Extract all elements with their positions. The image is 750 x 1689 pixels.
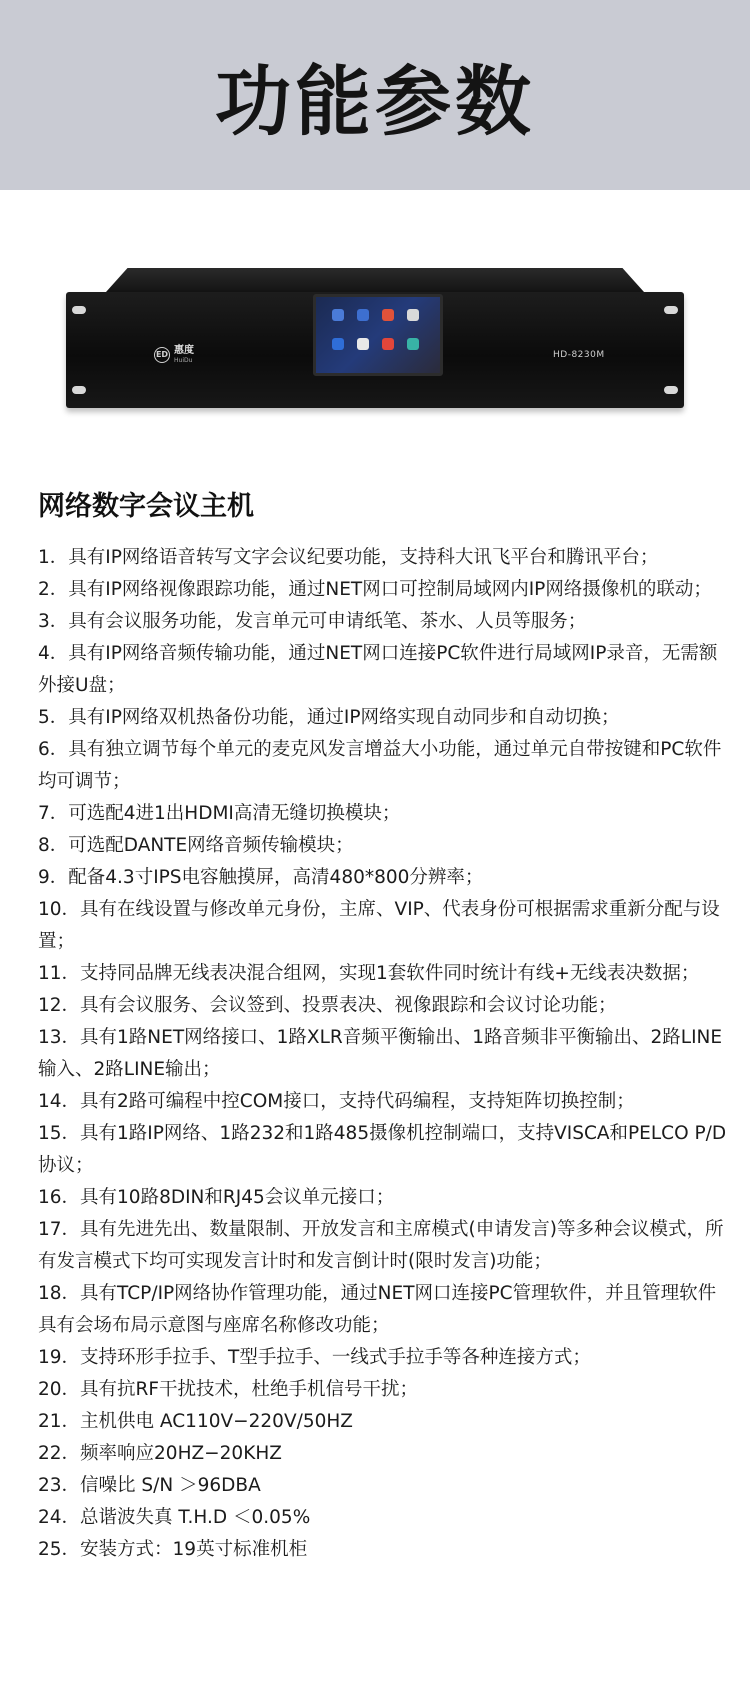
spec-item: 5．具有IP网络双机热备份功能，通过IP网络实现自动同步和自动切换； bbox=[38, 707, 620, 728]
model-number: HD-8230M bbox=[553, 350, 605, 360]
page-title: 功能参数 bbox=[215, 56, 535, 146]
spec-item: 11．支持同品牌无线表决混合组网，实现1套软件同时统计有线+无线表决数据； bbox=[38, 963, 700, 984]
brand-logo bbox=[154, 346, 194, 364]
spec-item: 6．具有独立调节每个单元的麦克风发言增益大小功能，通过单元自带按键和PC软件均可调节； bbox=[38, 739, 722, 792]
screen-app-icon bbox=[382, 338, 394, 350]
spec-item: 8．可选配DANTE网络音频传输模块； bbox=[38, 835, 354, 856]
section-title: 网络数字会议主机 bbox=[38, 491, 254, 522]
screen-app-grid bbox=[330, 309, 420, 361]
spec-item: 13．具有1路NET网络接口、1路XLR音频平衡输出、1路音频非平衡输出、2路LINE输入、2路LINE输出； bbox=[38, 1027, 723, 1080]
page-header bbox=[0, 0, 750, 190]
screen-app-icon bbox=[332, 309, 344, 321]
spec-item: 1．具有IP网络语音转写文字会议纪要功能，支持科大讯飞平台和腾讯平台； bbox=[38, 547, 659, 568]
screen-app-icon bbox=[407, 309, 419, 321]
spec-list bbox=[38, 542, 728, 1566]
screen-app-icon bbox=[382, 309, 394, 321]
spec-item: 19．支持环形手拉手、T型手拉手、一线式手拉手等各种连接方式； bbox=[38, 1347, 591, 1368]
rack-ear-hole bbox=[72, 306, 86, 314]
spec-item: 21．主机供电 AC110V−220V/50HZ bbox=[38, 1411, 353, 1432]
spec-item: 12．具有会议服务、会议签到、投票表决、视像跟踪和会议讨论功能； bbox=[38, 995, 617, 1016]
device-front-panel bbox=[66, 292, 684, 408]
rack-ear-hole bbox=[72, 386, 86, 394]
spec-item: 14．具有2路可编程中控COM接口，支持代码编程，支持矩阵切换控制； bbox=[38, 1091, 635, 1112]
rack-ear-hole bbox=[664, 306, 678, 314]
brand-name-cn: 惠度 bbox=[174, 345, 194, 356]
spec-item: 24．总谐波失真 T.H.D ＜0.05% bbox=[38, 1507, 311, 1528]
spec-item: 20．具有抗RF干扰技术，杜绝手机信号干扰； bbox=[38, 1379, 419, 1400]
screen-app-icon bbox=[407, 338, 419, 350]
screen-app-icon bbox=[357, 309, 369, 321]
spec-item: 9．配备4.3寸IPS电容触摸屏，高清480*800分辨率； bbox=[38, 867, 484, 888]
spec-item: 18．具有TCP/IP网络协作管理功能，通过NET网口连接PC管理软件，并且管理软件具有会场布局示意图与座席名称修改功能； bbox=[38, 1283, 717, 1336]
spec-item: 4．具有IP网络音频传输功能，通过NET网口连接PC软件进行局域网IP录音，无需额外接U盘； bbox=[38, 643, 718, 696]
spec-item: 22．频率响应20HZ−20KHZ bbox=[38, 1443, 282, 1464]
brand-mark-icon: ED bbox=[154, 347, 170, 363]
spec-item: 16．具有10路8DIN和RJ45会议单元接口； bbox=[38, 1187, 395, 1208]
screen-app-icon bbox=[332, 338, 344, 350]
touch-screen bbox=[313, 294, 443, 376]
screen-app-icon bbox=[357, 338, 369, 350]
spec-item: 7．可选配4进1出HDMI高清无缝切换模块； bbox=[38, 803, 401, 824]
spec-item: 3．具有会议服务功能，发言单元可申请纸笔、茶水、人员等服务； bbox=[38, 611, 587, 632]
spec-item: 17．具有先进先出、数量限制、开放发言和主席模式(申请发言)等多种会议模式，所有发言模式下均可实现发言计时和发言倒计时(限时发言)功能； bbox=[38, 1219, 724, 1272]
spec-item: 23．信噪比 S/N ＞96DBA bbox=[38, 1475, 261, 1496]
brand-name-en: HuiDu bbox=[174, 357, 193, 364]
rack-ear-hole bbox=[664, 386, 678, 394]
spec-item: 2．具有IP网络视像跟踪功能，通过NET网口可控制局域网内IP网络摄像机的联动； bbox=[38, 579, 712, 600]
spec-item: 25．安装方式：19英寸标准机柜 bbox=[38, 1539, 308, 1560]
conference-host-device-image bbox=[66, 268, 684, 412]
spec-item: 15．具有1路IP网络、1路232和1路485摄像机控制端口，支持VISCA和PELCO P/D协议； bbox=[38, 1123, 727, 1176]
spec-item: 10．具有在线设置与修改单元身份，主席、VIP、代表身份可根据需求重新分配与设置； bbox=[38, 899, 720, 952]
device-top-face bbox=[106, 268, 644, 292]
